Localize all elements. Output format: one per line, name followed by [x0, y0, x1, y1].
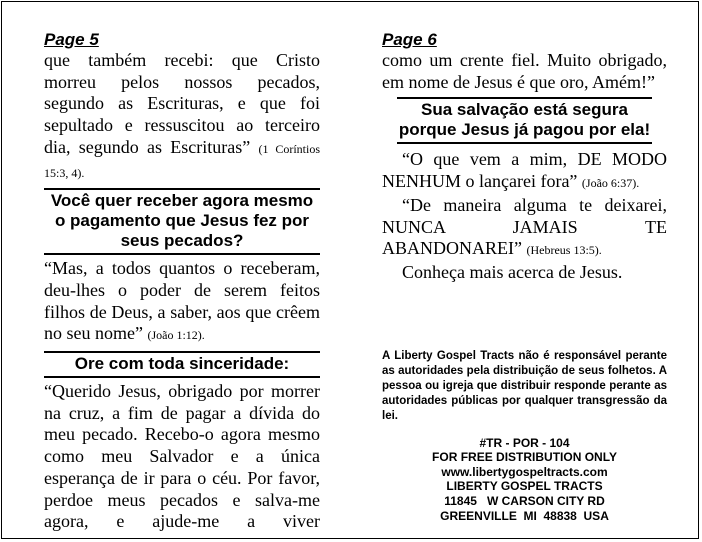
section-heading-block — [44, 351, 320, 378]
distribution-note: FOR FREE DISTRIBUTION ONLY — [432, 450, 617, 465]
prayer-paragraph: como um crente fiel. Muito obrigado, em nome de Jesus é que oro, Amém!” — [382, 50, 667, 92]
page-label: Page 5 — [44, 30, 99, 49]
scripture-reference: (João 1:12). — [147, 328, 205, 343]
page-label: Page 6 — [382, 30, 437, 49]
page-5-column — [44, 30, 320, 533]
publisher-name: LIBERTY GOSPEL TRACTS — [446, 479, 603, 494]
section-heading: Sua salvação está segura porque Jesus já pagou por ela! — [398, 100, 651, 140]
tract-code: #TR - POR - 104 — [479, 435, 570, 450]
scripture-reference: (1 Coríntios 15:3, 4). — [44, 141, 320, 180]
legal-notice: A Liberty Gospel Tracts não é responsável perante as autoridades pela distribuição de seus folhetos. A pessoa ou igreja que distribuir responde perante as autoridades públicas por qualquer transgressão da lei. — [382, 349, 667, 422]
address-city: GREENVILLE MI 48838 USA — [440, 508, 609, 523]
address-street: 11845 W CARSON CITY RD — [444, 494, 605, 508]
website-url: www.libertygospeltracts.com — [441, 464, 608, 479]
section-heading: Ore com toda sinceridade: — [74, 354, 290, 374]
scripture-reference: (João 6:37). — [581, 176, 640, 191]
page-6-column — [382, 30, 667, 523]
section-heading-block — [397, 97, 652, 144]
section-heading-block — [44, 188, 320, 255]
section-heading: Você quer receber agora mesmo o pagamento que Jesus fez por seus pecados? — [50, 191, 314, 251]
closing-line: Conheça mais acerca de Jesus. — [402, 261, 623, 282]
contact-block — [382, 436, 667, 524]
prayer-paragraph: “Querido Jesus, obrigado por morrer na cruz, a fim de pagar a dívida do meu pecado. Recebo-o agora mesmo como meu Salvador e a única esperança de ir para o céu. Por favor, perdoe meus pecados e salva-me agora, e ajude-me a viver — [44, 381, 320, 532]
scripture-paragraph: “De maneira alguma te deixarei, NUNCA JAMAIS TE ABANDONAREI” (Hebreus 13:5). — [382, 194, 667, 259]
scripture-paragraph: “Mas, a todos quantos o receberam, deu-lhes o poder de serem feitos filhos de Deus, a saber, aos que crêem no seu nome” (João 1:12). — [44, 258, 320, 344]
scripture-reference: (Hebreus 13:5). — [526, 243, 602, 258]
scripture-paragraph: que também recebi: que Cristo morreu pelos nossos pecados, segundo as Escrituras, e que foi sepultado e ressuscitou ao terceiro dia, segundo as Escrituras” (1 Coríntios 15:3, 4). — [44, 50, 320, 180]
scripture-paragraph: “O que vem a mim, DE MODO NENHUM o lançarei fora” (João 6:37). — [382, 149, 667, 192]
